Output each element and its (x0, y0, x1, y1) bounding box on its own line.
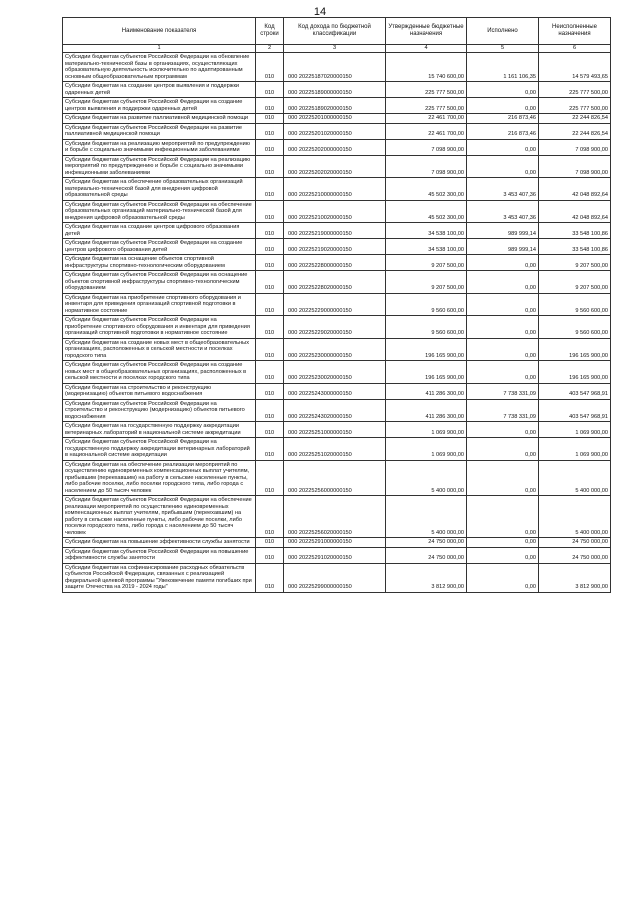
indicator-name: Субсидии бюджетам на реализацию мероприятий по предупреждению и борьбе с социально значимыми инфекционными заболеваниями (63, 139, 256, 155)
line-code: 010 (256, 293, 284, 316)
indicator-name: Субсидии бюджетам субъектов Российской Федерации на обеспечение образовательных организаций материально-технической базой для внедрения цифровой образовательной среды (63, 200, 256, 223)
indicator-name: Субсидии бюджетам на государственную поддержку аккредитации ветеринарных лабораторий в национальной системе аккредитации (63, 422, 256, 438)
indicator-name: Субсидии бюджетам на оснащение объектов спортивной инфраструктуры спортивно-технологическим оборудованием (63, 255, 256, 271)
table-row (63, 538, 611, 548)
table-row (63, 239, 611, 255)
column-number: 6 (539, 45, 611, 53)
income-code: 000 20225202020000150 (284, 155, 386, 178)
indicator-name: Субсидии бюджетам на обеспечение образовательных организаций материально-технической базой для внедрения цифровой образовательной среды (63, 178, 256, 201)
header-unexecuted: Неисполненные назначения (539, 18, 611, 45)
unexecuted-amount: 403 547 968,91 (539, 399, 611, 422)
table-row (63, 114, 611, 124)
indicator-name: Субсидии бюджетам на создание центров выявления и поддержки одаренных детей (63, 82, 256, 98)
indicator-name: Субсидии бюджетам субъектов Российской Федерации на строительство и реконструкцию (модернизацию) объектов питьевого водоснабжения (63, 399, 256, 422)
indicator-name: Субсидии бюджетам на приобретение спортивного оборудования и инвентаря для приведения организаций спортивной подготовки в нормативное состояние (63, 293, 256, 316)
indicator-name: Субсидии бюджетам субъектов Российской Федерации на создание центров выявления и поддержки одаренных детей (63, 98, 256, 114)
executed-amount: 216 873,46 (467, 114, 539, 124)
indicator-name: Субсидии бюджетам субъектов Российской Федерации на обеспечение реализации мероприятий по осуществлению единовременных компенсационных выплат учителям, прибывшим (переехавшим) на работу в сельские населенные пункты, либо рабочие поселки, либо поселки городского типа, либо города с населением до 50 тысяч человек (63, 496, 256, 538)
approved-amount: 22 461 700,00 (386, 114, 467, 124)
unexecuted-amount: 196 165 900,00 (539, 361, 611, 384)
approved-amount: 225 777 500,00 (386, 82, 467, 98)
approved-amount: 9 207 500,00 (386, 255, 467, 271)
approved-amount: 45 502 300,00 (386, 178, 467, 201)
indicator-name: Субсидии бюджетам субъектов Российской Федерации на обновление материально-технической базы в организациях, осуществляющих образовательную деятельность исключительно по адаптированным основным общеобразовательным программам (63, 53, 256, 82)
unexecuted-amount: 22 244 826,54 (539, 123, 611, 139)
approved-amount: 1 069 900,00 (386, 422, 467, 438)
line-code: 010 (256, 98, 284, 114)
column-number: 4 (386, 45, 467, 53)
table-row (63, 271, 611, 294)
approved-amount: 1 069 900,00 (386, 438, 467, 461)
table-row (63, 139, 611, 155)
table-row (63, 563, 611, 592)
table-row (63, 383, 611, 399)
header-line-code: Код строки (256, 18, 284, 45)
unexecuted-amount: 225 777 500,00 (539, 82, 611, 98)
line-code: 010 (256, 496, 284, 538)
executed-amount: 1 161 106,35 (467, 53, 539, 82)
indicator-name: Субсидии бюджетам субъектов Российской Федерации на государственную поддержку аккредитации ветеринарных лабораторий в национальной системе аккредитации (63, 438, 256, 461)
indicator-name: Субсидии бюджетам на создание центров цифрового образования детей (63, 223, 256, 239)
unexecuted-amount: 9 560 600,00 (539, 293, 611, 316)
income-code: 000 20225230020000150 (284, 361, 386, 384)
executed-amount: 0,00 (467, 422, 539, 438)
executed-amount: 0,00 (467, 361, 539, 384)
approved-amount: 7 098 900,00 (386, 139, 467, 155)
indicator-name: Субсидии бюджетам субъектов Российской Федерации на создание центров цифрового образования детей (63, 239, 256, 255)
approved-amount: 225 777 500,00 (386, 98, 467, 114)
table-row (63, 123, 611, 139)
line-code: 010 (256, 361, 284, 384)
income-code: 000 20225189020000150 (284, 98, 386, 114)
executed-amount: 0,00 (467, 271, 539, 294)
executed-amount: 7 738 331,09 (467, 383, 539, 399)
income-code: 000 20225251020000150 (284, 438, 386, 461)
table-row (63, 293, 611, 316)
table-row (63, 460, 611, 496)
line-code: 010 (256, 383, 284, 399)
unexecuted-amount: 1 069 900,00 (539, 438, 611, 461)
approved-amount: 196 165 900,00 (386, 338, 467, 361)
executed-amount: 0,00 (467, 460, 539, 496)
indicator-name: Субсидии бюджетам субъектов Российской Федерации на создание новых мест в общеобразовательных организациях, расположенных в сельской местности и поселках городского типа (63, 361, 256, 384)
line-code: 010 (256, 53, 284, 82)
indicator-name: Субсидии бюджетам субъектов Российской Федерации на приобретение спортивного оборудования и инвентаря для приведения организаций спортивной подготовки в нормативное состояние (63, 316, 256, 339)
line-code: 010 (256, 114, 284, 124)
table-row (63, 255, 611, 271)
line-code: 010 (256, 139, 284, 155)
line-code: 010 (256, 178, 284, 201)
unexecuted-amount: 9 207 500,00 (539, 271, 611, 294)
indicator-name: Субсидии бюджетам на обеспечение реализации мероприятий по осуществлению единовременных компенсационных выплат учителям, прибывшим (переехавшим) на работу в сельские населенные пункты, либо рабочие поселки, либо поселки городского типа, либо города с населением до 50 тысяч человек (63, 460, 256, 496)
approved-amount: 9 560 600,00 (386, 293, 467, 316)
executed-amount: 0,00 (467, 139, 539, 155)
indicator-name: Субсидии бюджетам субъектов Российской Федерации на оснащение объектов спортивной инфраструктуры спортивно-технологическим оборудованием (63, 271, 256, 294)
unexecuted-amount: 9 560 600,00 (539, 316, 611, 339)
line-code: 010 (256, 82, 284, 98)
column-number: 3 (284, 45, 386, 53)
unexecuted-amount: 403 547 968,91 (539, 383, 611, 399)
approved-amount: 22 461 700,00 (386, 123, 467, 139)
line-code: 010 (256, 271, 284, 294)
income-code: 000 20225230000000150 (284, 338, 386, 361)
line-code: 010 (256, 200, 284, 223)
income-code: 000 20225243000000150 (284, 383, 386, 399)
unexecuted-amount: 22 244 826,54 (539, 114, 611, 124)
indicator-name: Субсидии бюджетам на создание новых мест в общеобразовательных организациях, расположенных в сельской местности и поселках городского типа (63, 338, 256, 361)
line-code: 010 (256, 338, 284, 361)
income-code: 000 20225256020000150 (284, 496, 386, 538)
indicator-name: Субсидии бюджетам субъектов Российской Федерации на повышение эффективности службы занятости (63, 547, 256, 563)
unexecuted-amount: 7 098 900,00 (539, 139, 611, 155)
table-row (63, 496, 611, 538)
line-code: 010 (256, 223, 284, 239)
executed-amount: 0,00 (467, 255, 539, 271)
line-code: 010 (256, 316, 284, 339)
approved-amount: 3 812 900,00 (386, 563, 467, 592)
line-code: 010 (256, 438, 284, 461)
income-code: 000 20225219020000150 (284, 239, 386, 255)
header-approved: Утвержденные бюджетные назначения (386, 18, 467, 45)
approved-amount: 5 400 000,00 (386, 496, 467, 538)
indicator-name: Субсидии бюджетам на повышение эффективности службы занятости (63, 538, 256, 548)
income-code: 000 20225219000000150 (284, 223, 386, 239)
income-code: 000 20225210020000150 (284, 200, 386, 223)
line-code: 010 (256, 460, 284, 496)
line-code: 010 (256, 123, 284, 139)
approved-amount: 411 286 300,00 (386, 383, 467, 399)
unexecuted-amount: 225 777 500,00 (539, 98, 611, 114)
unexecuted-amount: 196 165 900,00 (539, 338, 611, 361)
unexecuted-amount: 33 548 100,86 (539, 223, 611, 239)
unexecuted-amount: 3 812 900,00 (539, 563, 611, 592)
income-code: 000 20225256000000150 (284, 460, 386, 496)
line-code: 010 (256, 399, 284, 422)
page-number: 14 (313, 6, 327, 18)
table-row (63, 223, 611, 239)
executed-amount: 0,00 (467, 98, 539, 114)
line-code: 010 (256, 255, 284, 271)
indicator-name: Субсидии бюджетам на софинансирование расходных обязательств субъектов Российской Федерации, связанных с реализацией федеральной целевой программы "Увековечение памяти погибших при защите Отечества на 2019 - 2024 годы" (63, 563, 256, 592)
unexecuted-amount: 14 579 493,65 (539, 53, 611, 82)
income-code: 000 20225189000000150 (284, 82, 386, 98)
income-code: 000 20225251000000150 (284, 422, 386, 438)
income-code: 000 20225228020000150 (284, 271, 386, 294)
table-header (63, 18, 611, 53)
unexecuted-amount: 7 098 900,00 (539, 155, 611, 178)
income-code: 000 20225228000000150 (284, 255, 386, 271)
header-executed: Исполнено (467, 18, 539, 45)
income-code: 000 20225202000000150 (284, 139, 386, 155)
table-row (63, 399, 611, 422)
table-row (63, 98, 611, 114)
line-code: 010 (256, 155, 284, 178)
unexecuted-amount: 9 207 500,00 (539, 255, 611, 271)
indicator-name: Субсидии бюджетам на строительство и реконструкцию (модернизацию) объектов питьевого водоснабжения (63, 383, 256, 399)
income-code: 000 20225291000000150 (284, 538, 386, 548)
executed-amount: 0,00 (467, 563, 539, 592)
budget-execution-table (62, 17, 611, 593)
column-number: 2 (256, 45, 284, 53)
income-code: 000 20225229000000150 (284, 293, 386, 316)
approved-amount: 196 165 900,00 (386, 361, 467, 384)
line-code: 010 (256, 422, 284, 438)
approved-amount: 34 538 100,00 (386, 223, 467, 239)
unexecuted-amount: 24 750 000,00 (539, 538, 611, 548)
table-row (63, 178, 611, 201)
table-row (63, 547, 611, 563)
approved-amount: 45 502 300,00 (386, 200, 467, 223)
income-code: 000 20225229020000150 (284, 316, 386, 339)
executed-amount: 0,00 (467, 338, 539, 361)
table-row (63, 82, 611, 98)
executed-amount: 0,00 (467, 438, 539, 461)
executed-amount: 0,00 (467, 82, 539, 98)
income-code: 000 20225243020000150 (284, 399, 386, 422)
table-row (63, 200, 611, 223)
table-row (63, 338, 611, 361)
executed-amount: 3 453 407,36 (467, 200, 539, 223)
executed-amount: 0,00 (467, 547, 539, 563)
approved-amount: 9 207 500,00 (386, 271, 467, 294)
income-code: 000 20225187020000150 (284, 53, 386, 82)
executed-amount: 0,00 (467, 155, 539, 178)
approved-amount: 24 750 000,00 (386, 547, 467, 563)
header-income-code: Код дохода по бюджетной классификации (284, 18, 386, 45)
unexecuted-amount: 5 400 000,00 (539, 496, 611, 538)
approved-amount: 5 400 000,00 (386, 460, 467, 496)
approved-amount: 15 740 600,00 (386, 53, 467, 82)
table-row (63, 53, 611, 82)
table-row (63, 422, 611, 438)
approved-amount: 24 750 000,00 (386, 538, 467, 548)
unexecuted-amount: 24 750 000,00 (539, 547, 611, 563)
executed-amount: 7 738 331,09 (467, 399, 539, 422)
indicator-name: Субсидии бюджетам субъектов Российской Федерации на реализацию мероприятий по предупреждению и борьбе с социально значимыми инфекционными заболеваниями (63, 155, 256, 178)
income-code: 000 20225291020000150 (284, 547, 386, 563)
column-number: 1 (63, 45, 256, 53)
unexecuted-amount: 42 048 892,64 (539, 178, 611, 201)
line-code: 010 (256, 538, 284, 548)
income-code: 000 20225201000000150 (284, 114, 386, 124)
income-code: 000 20225210000000150 (284, 178, 386, 201)
table-row (63, 438, 611, 461)
executed-amount: 0,00 (467, 538, 539, 548)
executed-amount: 989 999,14 (467, 239, 539, 255)
unexecuted-amount: 33 548 100,86 (539, 239, 611, 255)
table-row (63, 361, 611, 384)
approved-amount: 411 286 300,00 (386, 399, 467, 422)
approved-amount: 9 560 600,00 (386, 316, 467, 339)
table-row (63, 316, 611, 339)
executed-amount: 0,00 (467, 293, 539, 316)
indicator-name: Субсидии бюджетам субъектов Российской Федерации на развитие паллиативной медицинской помощи (63, 123, 256, 139)
income-code: 000 20225201020000150 (284, 123, 386, 139)
line-code: 010 (256, 547, 284, 563)
approved-amount: 34 538 100,00 (386, 239, 467, 255)
income-code: 000 20225299000000150 (284, 563, 386, 592)
line-code: 010 (256, 239, 284, 255)
header-name: Наименование показателя (63, 18, 256, 45)
executed-amount: 0,00 (467, 316, 539, 339)
unexecuted-amount: 1 069 900,00 (539, 422, 611, 438)
executed-amount: 3 453 407,36 (467, 178, 539, 201)
executed-amount: 989 999,14 (467, 223, 539, 239)
executed-amount: 0,00 (467, 496, 539, 538)
line-code: 010 (256, 563, 284, 592)
unexecuted-amount: 5 400 000,00 (539, 460, 611, 496)
indicator-name: Субсидии бюджетам на развитие паллиативной медицинской помощи (63, 114, 256, 124)
table-row (63, 155, 611, 178)
column-number: 5 (467, 45, 539, 53)
table-body (63, 53, 611, 593)
column-number-row (63, 45, 611, 53)
approved-amount: 7 098 900,00 (386, 155, 467, 178)
executed-amount: 216 873,46 (467, 123, 539, 139)
unexecuted-amount: 42 048 892,64 (539, 200, 611, 223)
